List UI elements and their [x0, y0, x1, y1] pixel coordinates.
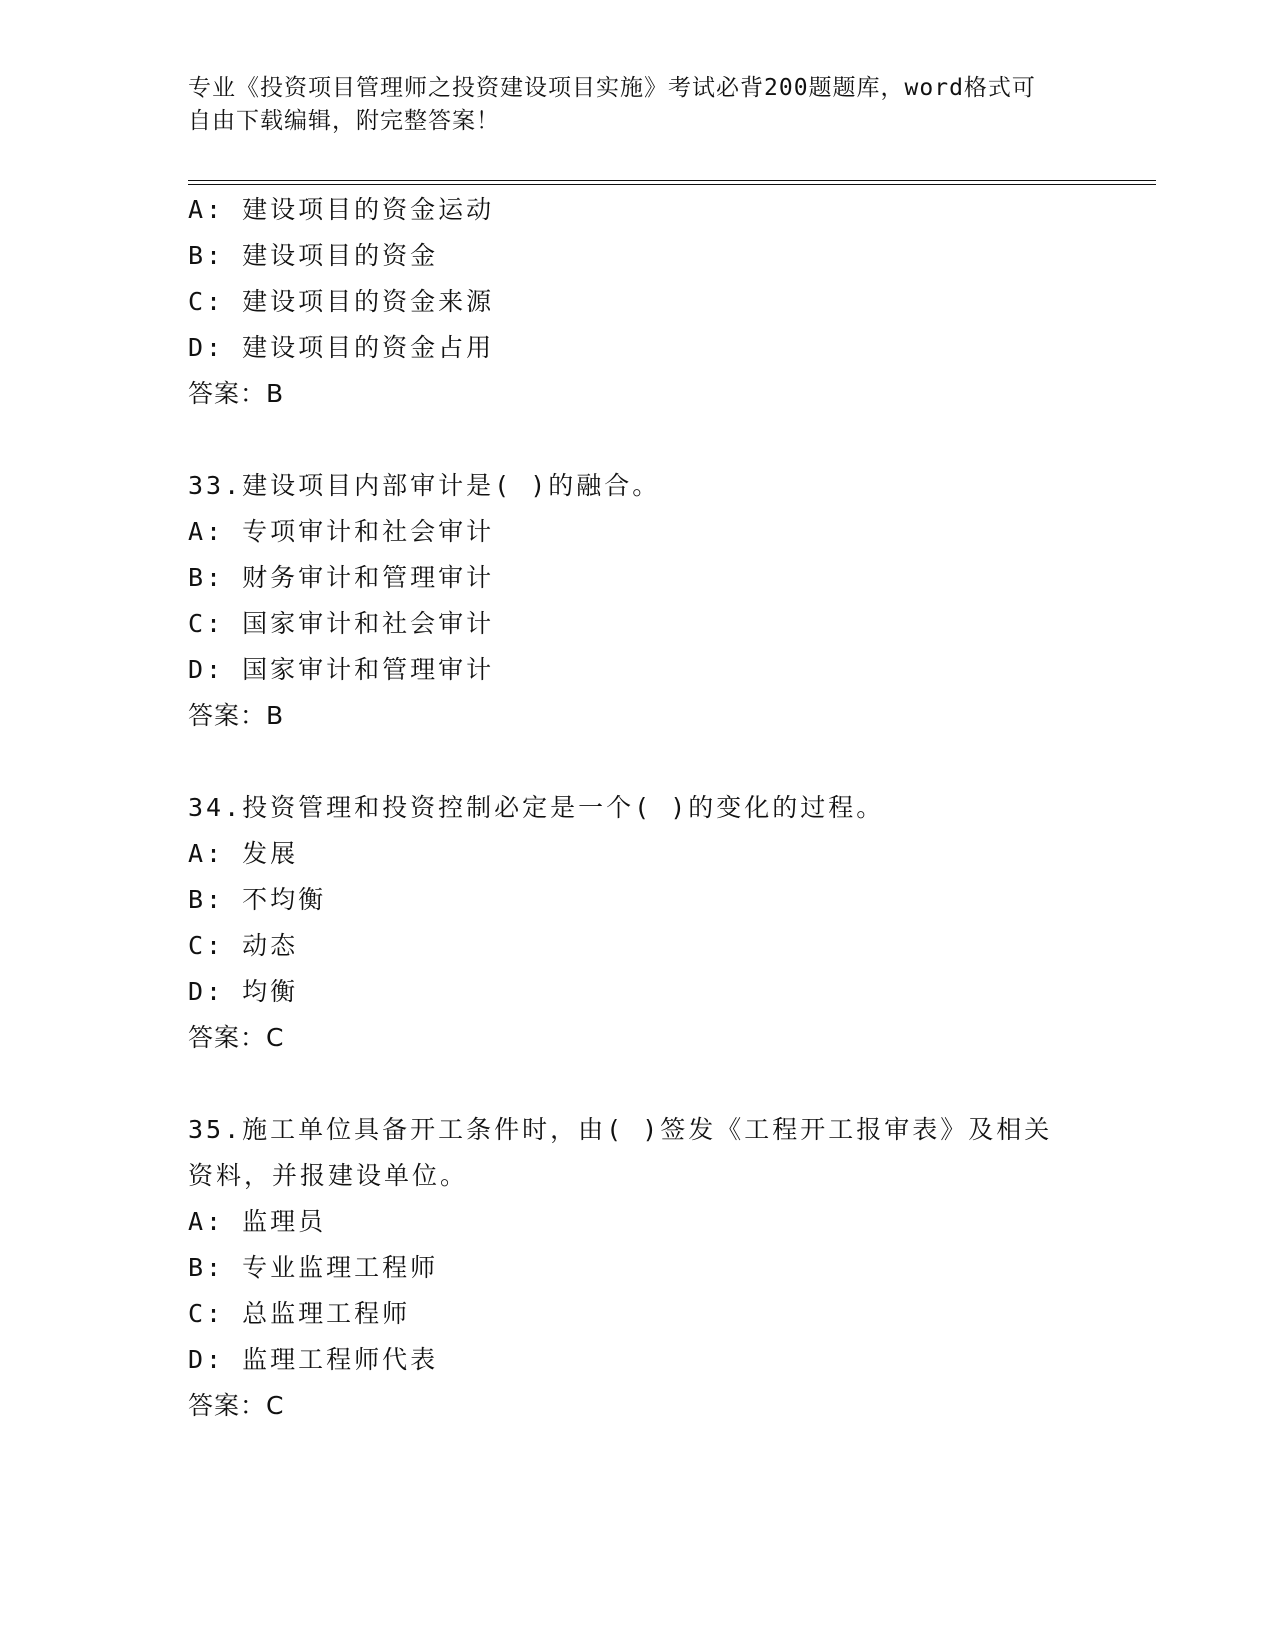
question-list: [188, 187, 1108, 1429]
option-a: A: 建设项目的资金运动: [188, 195, 495, 224]
question-stem: 33.建设项目内部审计是( )的融合。: [188, 471, 661, 500]
header-line-2: 自由下载编辑，附完整答案！: [188, 108, 500, 134]
option-b: B: 专业监理工程师: [188, 1253, 439, 1282]
option-d: D: 建设项目的资金占用: [188, 333, 495, 362]
question-block-34: [188, 785, 1108, 1061]
answer-line: 答案：C: [188, 1391, 285, 1420]
option-d: D: 均衡: [188, 977, 299, 1006]
option-c: C: 动态: [188, 931, 299, 960]
option-c: C: 总监理工程师: [188, 1299, 411, 1328]
document-header: [188, 72, 1068, 138]
option-b: B: 不均衡: [188, 885, 327, 914]
option-a: A: 专项审计和社会审计: [188, 517, 495, 546]
question-stem: 34.投资管理和投资控制必定是一个( )的变化的过程。: [188, 793, 885, 822]
question-block-33: [188, 463, 1108, 739]
spacer: [188, 417, 1108, 463]
question-stem: 35.施工单位具备开工条件时，由( )签发《工程开工报审表》及相关资料，并报建设单位。: [188, 1115, 1053, 1190]
option-b: B: 财务审计和管理审计: [188, 563, 495, 592]
question-block-partial: [188, 187, 1108, 417]
option-a: A: 发展: [188, 839, 299, 868]
option-d: D: 国家审计和管理审计: [188, 655, 495, 684]
option-c: C: 国家审计和社会审计: [188, 609, 495, 638]
answer-line: 答案：C: [188, 1023, 285, 1052]
option-a: A: 监理员: [188, 1207, 327, 1236]
option-b: B: 建设项目的资金: [188, 241, 439, 270]
question-block-35: [188, 1107, 1108, 1429]
header-divider-bottom: [188, 184, 1156, 185]
option-c: C: 建设项目的资金来源: [188, 287, 495, 316]
spacer: [188, 739, 1108, 785]
answer-line: 答案：B: [188, 701, 285, 730]
option-d: D: 监理工程师代表: [188, 1345, 439, 1374]
header-divider-top: [188, 180, 1156, 181]
header-line-1: 专业《投资项目管理师之投资建设项目实施》考试必背200题题库，word格式可: [188, 75, 1036, 101]
answer-line: 答案：B: [188, 379, 285, 408]
spacer: [188, 1061, 1108, 1107]
